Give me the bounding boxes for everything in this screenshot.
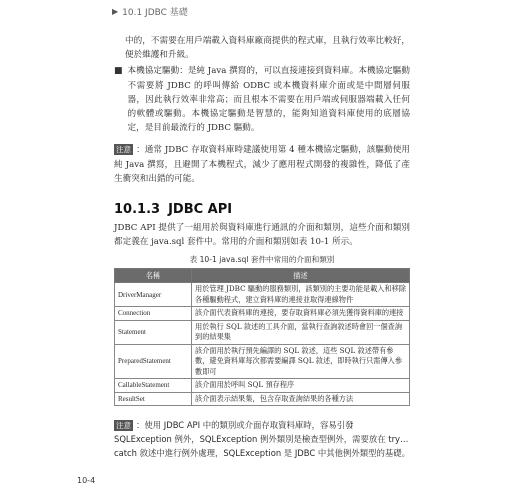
cell-description: 該介面用於執行預先編譯的 SQL 敘述，這些 SQL 敘述帶有參數，避免資料庫每次都需要編譯 SQL 敘述，即時執行只需傳入參數即可 — [192, 344, 410, 379]
jdbc-api-table — [114, 268, 410, 406]
note-driver-advice — [114, 143, 410, 186]
bullet-square-icon: ■ — [114, 66, 123, 77]
cell-description: 用於管理 JDBC 驅動的服務類別，該類別的主要功能是載入和移除各種驅動程式，建立資料庫的連接並取得連線物件 — [192, 283, 410, 307]
table-row — [115, 379, 410, 393]
page-content — [114, 34, 410, 460]
table-caption: 表 10-1 java.sql 套件中常用的介面和類別 — [189, 255, 335, 265]
page-number: 10-4 — [77, 476, 96, 485]
table-header-row — [115, 269, 410, 283]
note-sqlexception — [114, 418, 410, 460]
header-marker-icon: ▶ — [112, 7, 119, 16]
note-text: ：使用 JDBC API 中的類別或介面存取資料庫時，容易引發 SQLException 例外，SQLException 例外類別是檢查型例外，需要放在 try…catch 敘述中進行例外處理，SQLException 是 JDBC 中其他例外類型的基礎。 — [114, 420, 410, 459]
cell-name: Connection — [115, 307, 192, 321]
cell-name: PreparedStatement — [115, 344, 192, 379]
table-row — [115, 320, 410, 344]
section-number: 10.1.3 — [114, 202, 161, 218]
note-tag: 注意 — [116, 421, 131, 431]
section-body: JDBC API 提供了一組用於與資料庫進行通訊的介面和類別，這些介面和類別都定義在 java.sql 套件中。常用的介面和類別如表 10-1 所示。 — [114, 223, 410, 248]
table-row — [115, 344, 410, 379]
cell-name: Statement — [115, 320, 192, 344]
cell-description: 該介面用於呼叫 SQL 預存程序 — [192, 379, 410, 393]
intro-continuation: 中的，不需要在用戶端載入資料庫廠商提供的程式庫，且執行效率比較好，便於維護和升級。 — [125, 36, 410, 61]
section-title: JDBC API — [168, 202, 233, 218]
note-tag: 注意 — [116, 145, 131, 155]
cell-description: 該介面表示結果集，包含存取查詢結果的各種方法 — [192, 392, 410, 406]
cell-description: 該介面代表資料庫的連接，要存取資料庫必須先獲得資料庫的連接 — [192, 307, 410, 321]
bullet-native-protocol — [114, 64, 410, 135]
header-name: 名稱 — [115, 269, 192, 283]
cell-name: ResultSet — [115, 392, 192, 406]
bullet-text: 本機協定驅動：是純 Java 撰寫的，可以直接連接到資料庫。本機協定驅動不需要將 JDBC 的呼叫傳給 ODBC 或本機資料庫介面或是中間層伺服器，因此執行效率非常高；而且根本不需要在用戶端或伺服器端載入任何的軟體或驅動。本機協定驅動是智慧的，能夠知道資料庫使用的底層協定，是目前最流行的 JDBC 驅動。 — [127, 66, 410, 134]
cell-name: CallableStatement — [115, 379, 192, 393]
header-text: 10.1 JDBC 基礎 — [122, 8, 188, 18]
note-text: ：通常 JDBC 存取資料庫時建議使用第 4 種本機協定驅動，該驅動使用純 Java 撰寫，且避開了本機程式，減少了應用程式開發的複雜性，降低了產生衝突和出錯的可能。 — [114, 145, 410, 184]
cell-name: DriverManager — [115, 283, 192, 307]
table-row — [115, 307, 410, 321]
cell-description: 用於執行 SQL 敘述的工具介面，當執行查詢敘述時會回一個查詢到的結果集 — [192, 320, 410, 344]
table-row — [115, 392, 410, 406]
header-description: 描述 — [192, 269, 410, 283]
table-row — [115, 283, 410, 307]
running-header — [112, 5, 188, 18]
section-heading — [114, 202, 410, 217]
